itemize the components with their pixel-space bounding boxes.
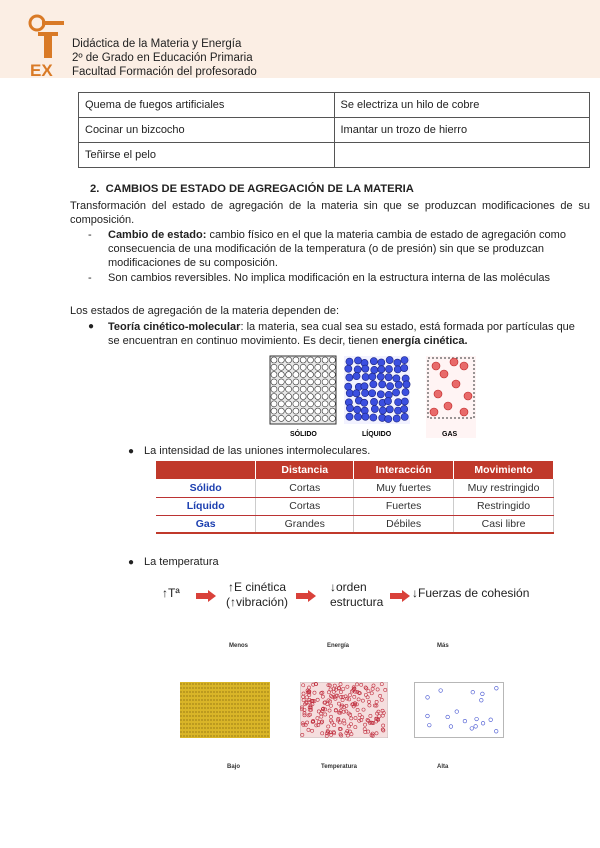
- flow-step-order: ↓orden: [330, 580, 367, 594]
- liquid-particle: [379, 381, 386, 388]
- gas-label: GAS: [442, 431, 458, 438]
- solid-particle: [293, 379, 299, 385]
- flow-arrow-icon: [196, 590, 216, 602]
- solid-particle: [278, 408, 284, 414]
- liquid-particle: [394, 359, 401, 366]
- liquid-particle: [385, 374, 392, 381]
- table-cell: Cocinar un bizcocho: [79, 118, 335, 143]
- flow-arrow-icon: [296, 590, 316, 602]
- liquid-particle: [354, 366, 361, 373]
- liquid-particle: [395, 398, 402, 405]
- solid-particle: [271, 415, 277, 421]
- kinetic-theory-bullet: ● Teoría cinético-molecular: la materia, sea cual sea su estado, está formada por partículas que se encuentran en continuo movimiento. Es decir, tienen energía cinética.: [88, 321, 575, 347]
- solid-particle: [322, 394, 328, 400]
- solid-particle: [329, 394, 335, 400]
- liquid-particle: [346, 405, 353, 412]
- liquid-particle: [362, 365, 369, 372]
- section-title-text: CAMBIOS DE ESTADO DE AGREGACIÓN DE LA MATERIA: [105, 183, 414, 195]
- table-header-row: [156, 461, 554, 479]
- section-number: 2.: [90, 183, 100, 195]
- solid-particle: [315, 379, 321, 385]
- table-row: [79, 93, 590, 118]
- faculty-line: Facultad Formación del profesorado: [72, 66, 257, 78]
- solid-particle: [308, 357, 314, 363]
- solid-particle: [286, 364, 292, 370]
- solid-particle: [286, 379, 292, 385]
- gas-molecule: [426, 714, 430, 718]
- header-text: [72, 37, 257, 79]
- solid-particle: [278, 415, 284, 421]
- gas-molecule: [426, 696, 430, 700]
- solid-particle: [278, 372, 284, 378]
- liquid-particle: [354, 357, 361, 364]
- solid-particle: [315, 386, 321, 392]
- gas-molecule: [471, 690, 475, 694]
- solid-particle: [293, 372, 299, 378]
- solid-particle: [293, 394, 299, 400]
- liquid-particle: [401, 357, 408, 364]
- solid-particle: [308, 415, 314, 421]
- solid-particle: [329, 379, 335, 385]
- liquid-particle: [346, 390, 353, 397]
- liquid-particle: [385, 415, 392, 422]
- table-cell: Restringido: [454, 497, 554, 515]
- liquid-particle: [346, 413, 353, 420]
- solid-particle: [308, 386, 314, 392]
- liquid-particle: [378, 359, 385, 366]
- properties-table: [156, 461, 554, 534]
- temperature-gradient-arrow: [215, 750, 460, 764]
- solid-particle: [293, 415, 299, 421]
- solid-particle: [300, 415, 306, 421]
- liquid-label: LÍQUIDO: [362, 431, 392, 438]
- solid-particle: [271, 386, 277, 392]
- solid-particle: [322, 415, 328, 421]
- liquid-particle: [377, 373, 384, 380]
- solid-particle: [308, 401, 314, 407]
- table-cell: Muy fuertes: [354, 479, 454, 497]
- solid-particle: [329, 364, 335, 370]
- table-cell: Muy restringido: [454, 479, 554, 497]
- table-cell: Cortas: [256, 479, 354, 497]
- solid-particle: [271, 379, 277, 385]
- solid-label: SÓLIDO: [290, 431, 317, 438]
- temperature-text: La temperatura: [144, 556, 219, 568]
- energy-scale-left: Menos: [229, 643, 249, 649]
- list-item: - Cambio de estado: cambio físico en el que la materia cambia de estado de agregación como consecuencia de una modificación de la temperatura (o de presión) sin que se produzcan modificaciones de su composición.: [88, 229, 566, 269]
- kinetic-theory-term: Teoría cinético-molecular: [108, 321, 241, 333]
- gas-molecule: [475, 717, 479, 721]
- energy-scale-right: Más: [437, 643, 449, 649]
- liquid-particle: [371, 366, 378, 373]
- solid-particle: [293, 357, 299, 363]
- liquid-particle: [361, 389, 368, 396]
- university-logo: [28, 14, 68, 78]
- solid-particle: [322, 379, 328, 385]
- solid-particle: [315, 394, 321, 400]
- solid-particle: [315, 364, 321, 370]
- solid-particle: [286, 357, 292, 363]
- solid-particle: [322, 357, 328, 363]
- state-cell: Sólido: [156, 479, 256, 497]
- state-cell: Líquido: [156, 497, 256, 515]
- table-cell: Teñirse el pelo: [79, 143, 335, 168]
- temperature-scale-left: Bajo: [227, 764, 241, 770]
- list-item: - Son cambios reversibles. No implica modificación en la estructura interna de las moléculas: [88, 272, 551, 284]
- solid-particle: [278, 357, 284, 363]
- solid-particle: [278, 394, 284, 400]
- table-cell: Débiles: [354, 515, 454, 533]
- liquid-particle: [384, 397, 391, 404]
- liquid-particle: [370, 381, 377, 388]
- gas-particle: [444, 402, 452, 410]
- table-row: [79, 143, 590, 168]
- liquid-particle: [386, 383, 393, 390]
- solid-particle: [308, 408, 314, 414]
- liquid-particle: [378, 366, 385, 373]
- gas-particle: [464, 392, 472, 400]
- solid-particle: [278, 364, 284, 370]
- solid-particle: [271, 394, 277, 400]
- liquid-particle: [369, 390, 376, 397]
- solid-particle: [315, 401, 321, 407]
- gas-molecule: [495, 686, 499, 690]
- liquid-particle: [379, 407, 386, 414]
- liquid-particle: [361, 399, 368, 406]
- table-cell: Imantar un trozo de hierro: [334, 118, 590, 143]
- solid-particle: [286, 386, 292, 392]
- solid-particle: [300, 394, 306, 400]
- table-cell: Quema de fuegos artificiales: [79, 93, 335, 118]
- solid-particle: [271, 401, 277, 407]
- table-cell: [334, 143, 590, 168]
- solid-particle: [329, 386, 335, 392]
- table-header: [156, 461, 256, 479]
- kinetic-energy-term: energía cinética.: [381, 335, 468, 347]
- liquid-particle: [361, 383, 368, 390]
- solid-particle: [308, 379, 314, 385]
- definition-term: Cambio de estado:: [108, 229, 207, 241]
- solid-panel: [180, 682, 270, 738]
- solid-particle: [300, 357, 306, 363]
- flow-step-kinetic: ↑E cinética: [228, 580, 287, 594]
- table-row: [156, 497, 554, 515]
- liquid-particle: [353, 373, 360, 380]
- definition-text: Son cambios reversibles. No implica modificación en la estructura interna de las moléculas: [108, 272, 551, 284]
- solid-particle: [300, 401, 306, 407]
- solid-particle: [286, 401, 292, 407]
- solid-particle: [322, 408, 328, 414]
- flow-step-vibration: (↑vibración): [226, 595, 289, 609]
- table-cell: Grandes: [256, 515, 354, 533]
- liquid-particle: [354, 413, 361, 420]
- liquid-panel: [300, 682, 388, 738]
- liquid-particle: [354, 406, 361, 413]
- gas-particle: [434, 390, 442, 398]
- liquid-particle: [401, 405, 408, 412]
- solid-particle: [271, 357, 277, 363]
- solid-particle: [293, 408, 299, 414]
- solid-particle: [300, 386, 306, 392]
- solid-particle: [322, 401, 328, 407]
- solid-particle: [300, 372, 306, 378]
- liquid-particle: [403, 381, 410, 388]
- table-row: [79, 118, 590, 143]
- temperature-scale-right: Alta: [437, 764, 449, 770]
- table-cell: Cortas: [256, 497, 354, 515]
- gas-particle: [450, 358, 458, 366]
- liquid-particle: [370, 398, 377, 405]
- solid-particle: [300, 408, 306, 414]
- solid-particle: [308, 394, 314, 400]
- gas-particle: [452, 380, 460, 388]
- gas-molecule: [455, 710, 459, 714]
- liquid-particle: [401, 398, 408, 405]
- liquid-particle: [345, 383, 352, 390]
- gas-particle: [430, 408, 438, 416]
- gas-molecule: [470, 727, 474, 731]
- liquid-particle: [402, 389, 409, 396]
- logo-text: EX: [30, 61, 53, 78]
- solid-particle: [286, 394, 292, 400]
- page-header: [0, 0, 600, 78]
- liquid-particle: [362, 373, 369, 380]
- examples-table: [78, 92, 590, 168]
- liquid-particle: [371, 405, 378, 412]
- solid-particle: [271, 364, 277, 370]
- energy-gradient-arrow: [215, 650, 460, 664]
- liquid-particle: [394, 366, 401, 373]
- kinetic-theory-text: : la materia, sea cual sea su estado, está formada por partículas que se encuentran en continuo movimiento. Es decir, tienen: [108, 321, 575, 347]
- table-header: Movimiento: [454, 461, 554, 479]
- gas-molecule: [481, 721, 485, 725]
- energy-scale: [215, 643, 460, 665]
- solid-particle: [329, 415, 335, 421]
- liquid-particle: [346, 374, 353, 381]
- gas-panel: [414, 682, 504, 738]
- table-row: [156, 515, 554, 533]
- gas-molecule: [446, 715, 450, 719]
- gas-molecule: [474, 725, 478, 729]
- liquid-particle: [386, 356, 393, 363]
- table-header: Distancia: [256, 461, 354, 479]
- solid-particle: [329, 357, 335, 363]
- liquid-particle: [362, 413, 369, 420]
- table-header: Interacción: [354, 461, 454, 479]
- liquid-particle: [395, 381, 402, 388]
- solid-particle: [300, 379, 306, 385]
- solid-particle: [322, 364, 328, 370]
- solid-particle: [293, 364, 299, 370]
- gas-particle: [440, 370, 448, 378]
- solid-particle: [293, 386, 299, 392]
- gas-particle: [460, 362, 468, 370]
- gas-molecule: [449, 725, 453, 729]
- solid-particle: [329, 408, 335, 414]
- section-intro: Transformación del estado de agregación de la materia sin que se produzcan modificaciones de su composición.: [70, 200, 590, 226]
- solid-particle: [286, 408, 292, 414]
- solid-particle: [315, 415, 321, 421]
- solid-particle: [271, 372, 277, 378]
- solid-particle: [315, 357, 321, 363]
- table-cell: Fuertes: [354, 497, 454, 515]
- liquid-particle: [392, 389, 399, 396]
- states-of-matter-figure: [268, 354, 480, 442]
- solid-particle: [315, 408, 321, 414]
- solid-particle: [278, 401, 284, 407]
- gas-molecule: [481, 692, 485, 696]
- solid-particle: [315, 372, 321, 378]
- liquid-particle: [377, 391, 384, 398]
- solid-particle: [286, 372, 292, 378]
- liquid-particle: [370, 358, 377, 365]
- solid-particle: [278, 379, 284, 385]
- intermolecular-text: La intensidad de las uniones intermoleculares.: [144, 445, 371, 457]
- definition-list: [88, 228, 588, 286]
- intermolecular-bullet: ● La intensidad de las uniones intermoleculares.: [128, 445, 371, 457]
- gas-molecule: [479, 698, 483, 702]
- solid-particle: [271, 408, 277, 414]
- solid-particle: [329, 372, 335, 378]
- liquid-particle: [386, 406, 393, 413]
- temperature-flow: [160, 580, 560, 620]
- temperature-bullet: ● La temperatura: [128, 556, 219, 568]
- gas-molecule: [439, 689, 443, 693]
- flow-step-structure: estructura: [330, 595, 384, 609]
- section-title: [90, 183, 414, 195]
- solid-particle: [293, 401, 299, 407]
- gas-molecule: [428, 723, 432, 727]
- liquid-particle: [370, 414, 377, 421]
- state-cell: Gas: [156, 515, 256, 533]
- flow-step-cohesion: ↓Fuerzas de cohesión: [412, 586, 530, 600]
- flow-step-temperature: ↑Tª: [162, 586, 180, 600]
- liquid-particle: [385, 365, 392, 372]
- liquid-particle: [369, 373, 376, 380]
- table-cell: Se electriza un hilo de cobre: [334, 93, 590, 118]
- solid-particle: [322, 386, 328, 392]
- solid-particle: [322, 372, 328, 378]
- solid-particle: [286, 415, 292, 421]
- solid-particles: [271, 357, 335, 421]
- liquid-particle: [345, 365, 352, 372]
- degree-line: 2º de Grado en Educación Primaria: [72, 52, 253, 64]
- solid-particle: [300, 364, 306, 370]
- course-title: Didáctica de la Materia y Energía: [72, 38, 242, 50]
- energy-scale-center: Energía: [327, 643, 350, 649]
- temperature-scale: [215, 750, 460, 772]
- gas-molecule: [494, 729, 498, 733]
- gas-particle: [432, 362, 440, 370]
- solid-particle: [278, 386, 284, 392]
- definition-text: cambio físico en el que la materia cambia de estado de agregación como consecuencia de una modificación de la temperatura (o de presión) sin que se produzcan modificaciones de su composición.: [108, 229, 566, 269]
- temperature-scale-center: Temperatura: [321, 764, 357, 770]
- liquid-particle: [401, 364, 408, 371]
- gas-molecule: [463, 719, 467, 723]
- liquid-particle: [346, 358, 353, 365]
- table-row: [156, 479, 554, 497]
- liquid-particle: [401, 413, 408, 420]
- states-depend-text: Los estados de agregación de la materia dependen de:: [70, 305, 340, 317]
- solid-particle: [329, 401, 335, 407]
- gas-particle: [460, 408, 468, 416]
- solid-particle: [308, 364, 314, 370]
- flow-arrow-icon: [390, 590, 410, 602]
- solid-particle: [308, 372, 314, 378]
- table-cell: Casi libre: [454, 515, 554, 533]
- gas-molecule: [489, 718, 493, 722]
- liquid-particle: [393, 415, 400, 422]
- liquid-particle: [353, 390, 360, 397]
